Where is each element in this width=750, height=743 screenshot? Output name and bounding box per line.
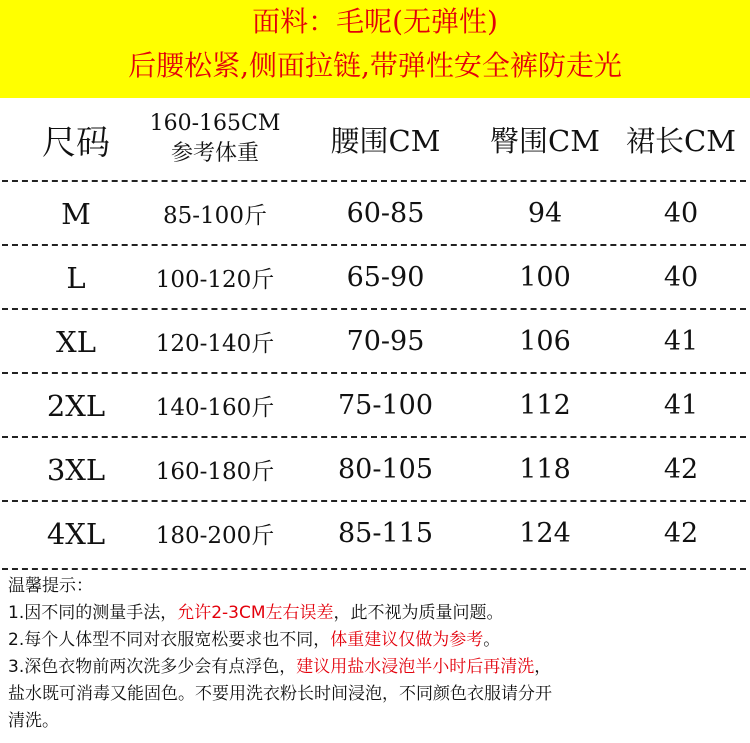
cell-waist: 70-95 xyxy=(346,326,425,357)
table-row xyxy=(0,438,750,501)
header-weight-label: 参考体重 xyxy=(170,141,259,166)
size-table xyxy=(0,98,750,572)
header-hip: 臀围CM xyxy=(490,123,600,158)
fabric-line: 面料：毛呢(无弹性) xyxy=(252,5,498,38)
cell-waist: 60-85 xyxy=(346,198,425,229)
cell-size: M xyxy=(61,196,91,231)
cell-length: 41 xyxy=(663,326,699,357)
cell-length: 40 xyxy=(663,198,699,229)
cell-size: XL xyxy=(56,324,96,359)
table-row xyxy=(0,246,750,309)
header-waist: 腰围CM xyxy=(330,123,441,158)
note-1: 1.因不同的测量手法，允许2-3CM左右误差，此不视为质量问题。 xyxy=(8,603,504,623)
cell-waist: 80-105 xyxy=(337,454,433,485)
table-row xyxy=(0,502,750,565)
cell-weight: 180-200斤 xyxy=(155,523,275,549)
cell-weight: 85-100斤 xyxy=(163,203,267,229)
note-3-line2: 盐水既可消毒又能固色。不要用洗衣粉长时间浸泡，不同颜色衣服请分开 xyxy=(8,684,552,704)
cell-weight: 120-140斤 xyxy=(155,331,275,357)
notes-title: 温馨提示： xyxy=(8,576,93,596)
header-weight-height: 160-165CM xyxy=(149,111,281,136)
table-header xyxy=(0,98,750,180)
cell-weight: 160-180斤 xyxy=(155,459,275,485)
cell-hip: 106 xyxy=(519,326,571,357)
cell-hip: 118 xyxy=(519,454,571,485)
note-2-highlight: 体重建议仅做为参考 xyxy=(330,630,484,650)
cell-length: 42 xyxy=(663,454,699,485)
cell-hip: 124 xyxy=(519,518,571,549)
cell-weight: 140-160斤 xyxy=(155,395,275,421)
note-3-line3: 清洗。 xyxy=(8,711,59,731)
cell-hip: 94 xyxy=(527,198,563,229)
cell-waist: 75-100 xyxy=(337,390,433,421)
table-row xyxy=(0,310,750,373)
header-size: 尺码 xyxy=(42,122,110,163)
banner xyxy=(0,0,750,98)
cell-size: 3XL xyxy=(46,452,106,487)
note-1-highlight: 允许2-3CM左右误差 xyxy=(177,603,334,623)
cell-waist: 85-115 xyxy=(337,518,433,549)
table-row xyxy=(0,374,750,437)
note-3: 3.深色衣物前两次洗多少会有点浮色，建议用盐水浸泡半小时后再清洗， xyxy=(8,657,552,677)
cell-length: 40 xyxy=(663,262,699,293)
cell-size: 4XL xyxy=(46,516,106,551)
cell-hip: 112 xyxy=(519,390,571,421)
cell-waist: 65-90 xyxy=(346,262,425,293)
header-length: 裙长CM xyxy=(626,123,736,158)
table-row xyxy=(0,182,750,245)
note-2: 2.每个人体型不同对衣服宽松要求也不同，体重建议仅做为参考。 xyxy=(8,630,501,650)
features-line: 后腰松紧,侧面拉链,带弹性安全裤防走光 xyxy=(128,49,622,82)
cell-hip: 100 xyxy=(519,262,571,293)
cell-length: 42 xyxy=(663,518,699,549)
cell-size: 2XL xyxy=(46,388,106,423)
row-divider xyxy=(2,568,746,570)
note-3-highlight: 建议用盐水浸泡半小时后再清洗 xyxy=(296,657,535,677)
cell-size: L xyxy=(66,260,86,295)
cell-weight: 100-120斤 xyxy=(155,267,275,293)
header-weight xyxy=(140,98,290,180)
cell-length: 41 xyxy=(663,390,699,421)
care-notes xyxy=(8,573,748,735)
